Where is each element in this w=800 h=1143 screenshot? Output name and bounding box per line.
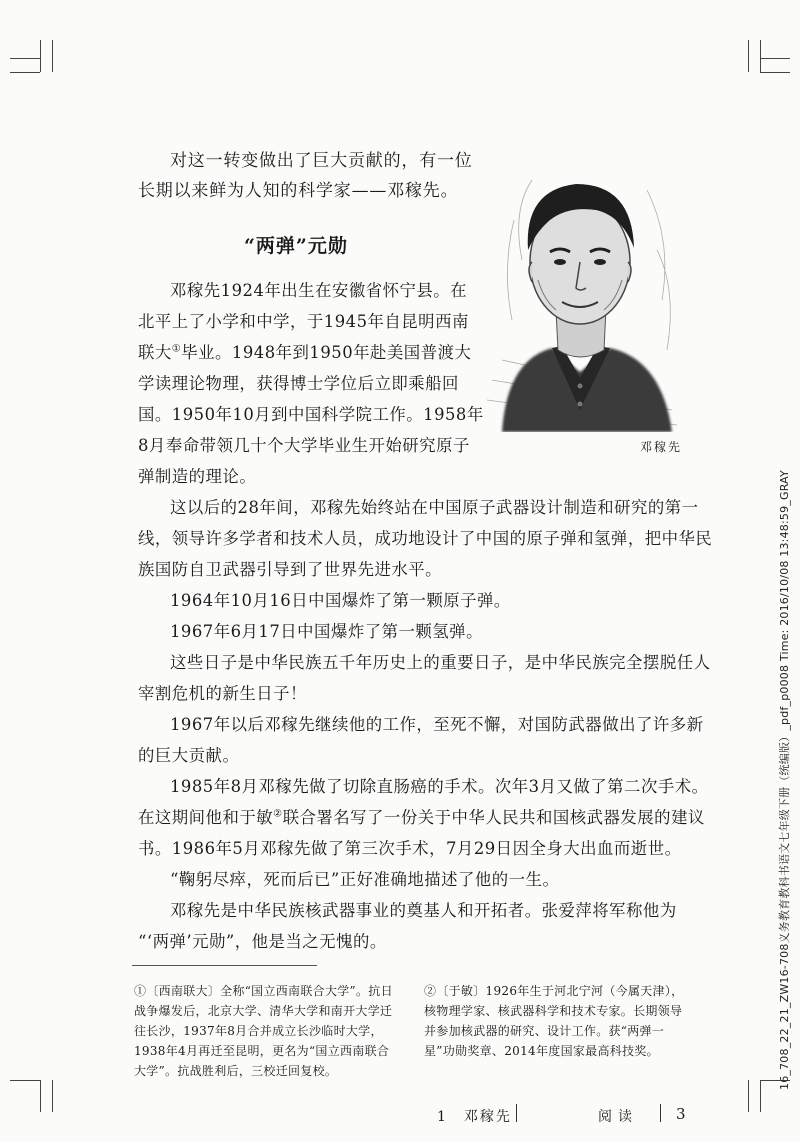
print-slug: 16_708_22_21_ZW16-708义务教育教科书语文七年级下册（统编版）_pdf_p0008 Time: 2016/10/08 13:48:59_GRAY	[778, 470, 791, 1090]
body-line: 邓稼先1924年出生在安徽省怀宁县。在	[170, 281, 468, 300]
crop-mark	[10, 1080, 40, 1081]
crop-mark	[52, 40, 53, 72]
footnote	[134, 981, 396, 1081]
crop-mark	[760, 72, 790, 73]
body-line: 的巨大贡献。	[138, 746, 240, 765]
body-line: 宰割危机的新生日子！	[138, 684, 307, 703]
crop-mark	[40, 1080, 41, 1112]
body-line: 1967年以后邓稼先继续他的工作，至死不懈，对国防武器做出了许多新	[170, 715, 704, 734]
crop-mark	[760, 1080, 761, 1112]
body-line: 1967年6月17日中国爆炸了第一颗氢弹。	[170, 622, 483, 641]
body-line: 这些日子是中华民族五千年历史上的重要日子，是中华民族完全摆脱任人	[170, 653, 711, 672]
portrait-caption: 邓稼先	[640, 440, 683, 454]
crop-mark	[760, 40, 761, 72]
body-line: 这以后的28年间，邓稼先始终站在中国原子武器设计制造和研究的第一	[170, 498, 699, 517]
footnote-text: 〔西南联大〕全称“国立西南联合大学”。抗日战争爆发后，北京大学、清华大学和南开大学迁往长沙，1937年8月合并成立长沙临时大学，1938年4月再迁至昆明，更名为“国立西南联合大学”。抗战胜利后，三校迁回复校。	[134, 984, 393, 1078]
crop-mark	[10, 58, 40, 59]
body-line: 1964年10月16日中国爆炸了第一颗原子弹。	[170, 591, 511, 610]
body-line: 学读理论物理，获得博士学位后立即乘船回	[138, 374, 459, 393]
body-line: 8月奉命带领几十个大学毕业生开始研究原子	[138, 436, 470, 455]
body-text: 联合署名写了一份关于中华人民共和国核武器发展的建议	[282, 808, 705, 827]
body-line: 书。1986年5月邓稼先做了第三次手术，7月29日因全身大出血而逝世。	[138, 839, 682, 858]
footnote-ref[interactable]: ①	[171, 343, 182, 355]
crop-mark	[52, 1080, 53, 1112]
body-line: 1985年8月邓稼先做了切除直肠癌的手术。次年3月又做了第二次手术。	[170, 777, 709, 796]
body-line: “鞠躬尽瘁，死而后已”正好准确地描述了他的一生。	[170, 870, 560, 889]
body-text: 毕业。1948年到1950年赴美国普渡大	[181, 343, 472, 362]
footnote-ref[interactable]: ②	[273, 808, 283, 820]
crop-mark	[748, 40, 749, 72]
body-text: 在这期间他和于敏	[138, 808, 274, 827]
footnote-mark: ②	[424, 984, 437, 998]
footnote-mark: ①	[134, 984, 147, 998]
crop-mark	[748, 1080, 749, 1112]
body-line: 国。1950年10月到中国科学院工作。1958年	[138, 405, 484, 424]
section-title: “两弹”元勋	[244, 235, 348, 257]
body-line: 北平上了小学和中学，于1945年自昆明西南	[138, 312, 469, 331]
page-number: 3	[676, 1105, 686, 1123]
body-line: 邓稼先是中华民族核武器事业的奠基人和开拓者。张爱萍将军称他为	[170, 901, 677, 920]
footnote	[424, 981, 686, 1061]
body-line: 弹制造的理论。	[138, 467, 257, 486]
footer-section: 阅读	[598, 1109, 638, 1125]
portrait-illustration	[472, 150, 690, 432]
intro-line: 长期以来鲜为人知的科学家——邓稼先。	[138, 181, 459, 201]
body-line	[138, 345, 471, 361]
crop-mark	[10, 72, 40, 73]
footer-chapter: 1 邓稼先	[437, 1109, 512, 1125]
footer-divider	[660, 1104, 661, 1122]
crop-mark	[40, 40, 41, 72]
body-line: “‘两弹’元勋”，他是当之无愧的。	[138, 932, 387, 951]
footnote-text: 〔于敏〕1926年生于河北宁河（今属天津），核物理学家、核武器科学和技术专家。长期领导并参加核武器的研究、设计工作。获“两弹一星”功勋奖章、2014年度国家最高科技奖。	[424, 984, 684, 1058]
body-line: 线，领导许多学者和技术人员，成功地设计了中国的原子弹和氢弹，把中华民	[138, 529, 713, 548]
intro-line: 对这一转变做出了巨大贡献的，有一位	[170, 151, 473, 171]
body-line	[138, 810, 705, 826]
body-line: 族国防自卫武器引导到了世界先进水平。	[138, 560, 443, 579]
body-text: 联大	[138, 343, 172, 362]
footer-divider	[516, 1104, 517, 1122]
footnote-rule	[132, 965, 317, 966]
crop-mark	[760, 58, 790, 59]
